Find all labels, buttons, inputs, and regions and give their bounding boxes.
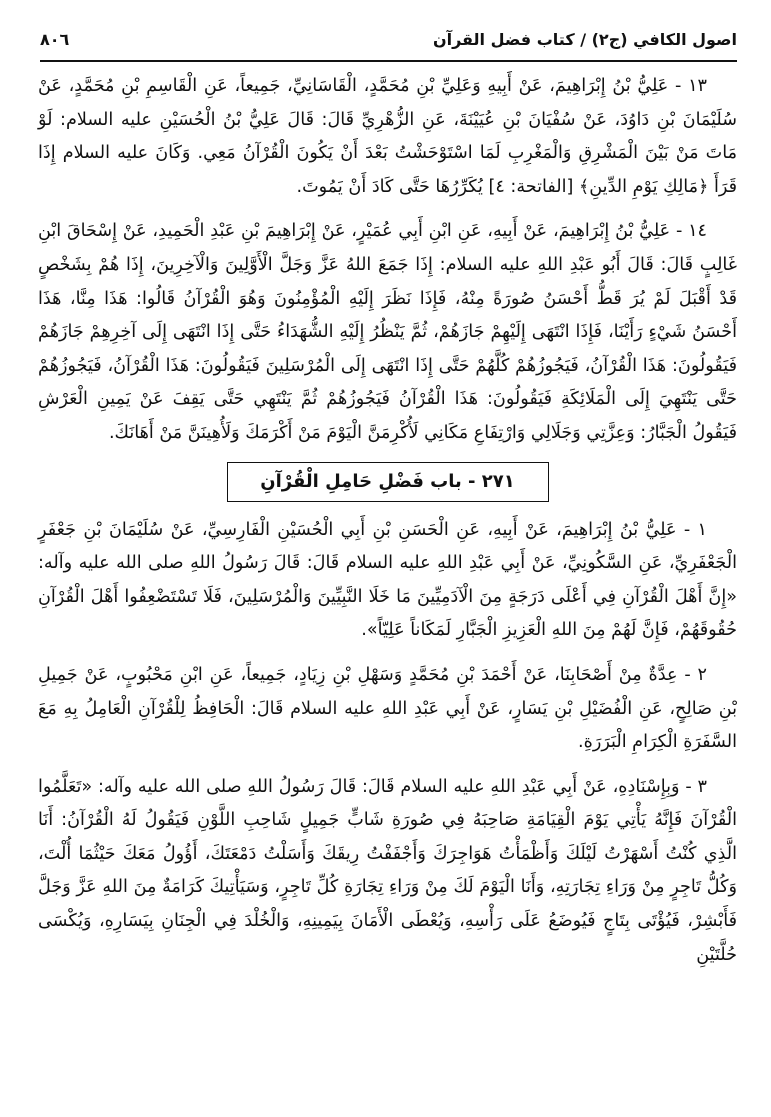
hadith-1: ١ - عَلِيُّ بْنُ إِبْرَاهِيمَ، عَنْ أَبِيهِ، عَنِ الْحَسَنِ بْنِ أَبِي الْحُسَيْنِ الْفَارِسِيِّ، عَنْ سُلَيْمَانَ بْنِ جَعْفَرٍ الْجَعْفَرِيِّ، عَنِ السَّكُونِيِّ، عَنْ أَبِي عَبْدِ اللهِ عليه السلام قَالَ: قَالَ رَسُولُ اللهِ صلى الله عليه وآله: «إِنَّ أَهْلَ الْقُرْآنِ فِي أَعْلَى دَرَجَةٍ مِنَ الْآدَمِيِّينَ مَا خَلَا النَّبِيِّينَ وَالْمُرْسَلِينَ، فَلَا تَسْتَضْعِفُوا أَهْلَ الْقُرْآنِ حُقُوقَهُمْ، فَإِنَّ لَهُمْ مِنَ اللهِ الْعَزِيزِ الْجَبَّارِ لَمَكَاناً عَلِيّاً». <box>38 519 737 641</box>
running-title: اصول الكافي (ج٢) / كتاب فضل القرآن <box>432 30 737 49</box>
hadith-14: ١٤ - عَلِيُّ بْنُ إِبْرَاهِيمَ، عَنْ أَبِيهِ، عَنِ ابْنِ أَبِي عُمَيْرٍ، عَنْ إِبْرَاهِيمَ بْنِ عَبْدِ الْحَمِيدِ، عَنْ إِسْحَاقَ ابْنِ غَالِبٍ قَالَ: قَالَ أَبُو عَبْدِ اللهِ عليه السلام: إِذَا جَمَعَ اللهُ عَزَّ وَجَلَّ الْأَوَّلِينَ وَالْآخِرِينَ، إِذَا هُمْ بِشَخْصٍ قَدْ أَقْبَلَ لَمْ يُرَ قَطُّ أَحْسَنُ صُورَةً مِنْهُ، فَإِذَا نَظَرَ إِلَيْهِ الْمُؤْمِنُونَ وَهُوَ الْقُرْآنُ قَالُوا: هَذَا مِنَّا، هَذَا أَحْسَنُ شَيْءٍ رَأَيْنَا، فَإِذَا انْتَهَى إِلَيْهِمْ جَازَهُمْ، ثُمَّ يَنْظُرُ إِلَيْهِ الشُّهَدَاءُ حَتَّى إِذَا انْتَهَى إِلَى آخِرِهِمْ جَازَهُمْ فَيَقُولُونَ: هَذَا الْقُرْآنُ، فَيَجُوزُهُمْ كُلَّهُمْ حَتَّى إِذَا انْتَهَى إِلَى الْمُرْسَلِينَ فَيَقُولُونَ: هَذَا الْقُرْآنُ، فَيَجُوزُهُمْ حَتَّى يَنْتَهِيَ إِلَى الْمَلَائِكَةِ فَيَقُولُونَ: هَذَا الْقُرْآنُ فَيَجُوزُهُمْ ثُمَّ يَنْتَهِي حَتَّى يَقِفَ عَنْ يَمِينِ الْعَرْشِ فَيَقُولُ الْجَبَّارُ: وَعِزَّتِي وَجَلَالِي وَارْتِفَاعِ مَكَانِي لَأُكْرِمَنَّ الْيَوْمَ مَنْ أَكْرَمَكَ وَلَأُهِينَنَّ مَنْ أَهَانَكَ. <box>38 221 737 443</box>
page-body <box>38 70 737 1117</box>
hadith-2: ٢ - عِدَّةٌ مِنْ أَصْحَابِنَا، عَنْ أَحْمَدَ بْنِ مُحَمَّدٍ وَسَهْلِ بْنِ زِيَادٍ، جَمِيعاً، عَنِ ابْنِ مَحْبُوبٍ، عَنْ جَمِيلِ بْنِ صَالِحٍ، عَنِ الْفُضَيْلِ بْنِ يَسَارٍ، عَنْ أَبِي عَبْدِ اللهِ عليه السلام قَالَ: الْحَافِظُ لِلْقُرْآنِ الْعَامِلُ بِهِ مَعَ السَّفَرَةِ الْكِرَامِ الْبَرَرَةِ. <box>38 664 737 753</box>
page-number: ٨٠٦ <box>40 30 70 49</box>
page-header <box>40 22 737 62</box>
hadith-13: ١٣ - عَلِيُّ بْنُ إِبْرَاهِيمَ، عَنْ أَبِيهِ وَعَلِيِّ بْنِ مُحَمَّدٍ، الْقَاسَانِيِّ، جَمِيعاً، عَنِ الْقَاسِمِ بْنِ مُحَمَّدٍ، عَنْ سُلَيْمَانَ بْنِ دَاوُدَ، عَنْ سُفْيَانَ بْنِ عُيَيْنَةَ، عَنِ الزُّهْرِيِّ قَالَ: قَالَ عَلِيُّ بْنُ الْحُسَيْنِ عليه السلام: لَوْ مَاتَ مَنْ بَيْنَ الْمَشْرِقِ وَالْمَغْرِبِ لَمَا اسْتَوْحَشْتُ بَعْدَ أَنْ يَكُونَ الْقُرْآنُ مَعِي. وَكَانَ عليه السلام إِذَا قَرَأَ ﴿مَالِكِ يَوْمِ الدِّينِ﴾ [الفاتحة: ٤] يُكَرِّرُهَا حَتَّى كَادَ أَنْ يَمُوتَ. <box>38 76 737 197</box>
hadith-3: ٣ - وَبِإِسْنَادِهِ، عَنْ أَبِي عَبْدِ اللهِ عليه السلام قَالَ: قَالَ رَسُولُ اللهِ صلى الله عليه وآله: «تَعَلَّمُوا الْقُرْآنَ فَإِنَّهُ يَأْتِي يَوْمَ الْقِيَامَةِ صَاحِبَهُ فِي صُورَةِ شَابٍّ جَمِيلٍ شَاحِبِ اللَّوْنِ فَيَقُولُ لَهُ الْقُرْآنُ: أَنَا الَّذِي كُنْتُ أَسْهَرْتُ لَيْلَكَ وَأَظْمَأْتُ هَوَاجِرَكَ وَأَجْفَفْتُ رِيقَكَ وَأَسَلْتُ دَمْعَتَكَ، أَؤُولُ مَعَكَ حَيْثُمَا أُلْتَ، وَكُلُّ تَاجِرٍ مِنْ وَرَاءِ تِجَارَتِهِ، وَأَنَا الْيَوْمَ لَكَ مِنْ وَرَاءِ تِجَارَةِ كُلِّ تَاجِرٍ، وَسَيَأْتِيكَ كَرَامَةٌ مِنَ اللهِ عَزَّ وَجَلَّ فَأَبْشِرْ، فَيُؤْتَى بِتَاجٍ فَيُوضَعُ عَلَى رَأْسِهِ، وَيُعْطَى الْأَمَانَ بِيَمِينِهِ، وَالْخُلْدَ فِي الْجِنَانِ بِيَسَارِهِ، وَيُكْسَى حُلَّتَيْنِ <box>38 776 737 965</box>
chapter-title-box: ٢٧١ - باب فَضْلِ حَامِلِ الْقُرْآنِ <box>227 462 549 502</box>
